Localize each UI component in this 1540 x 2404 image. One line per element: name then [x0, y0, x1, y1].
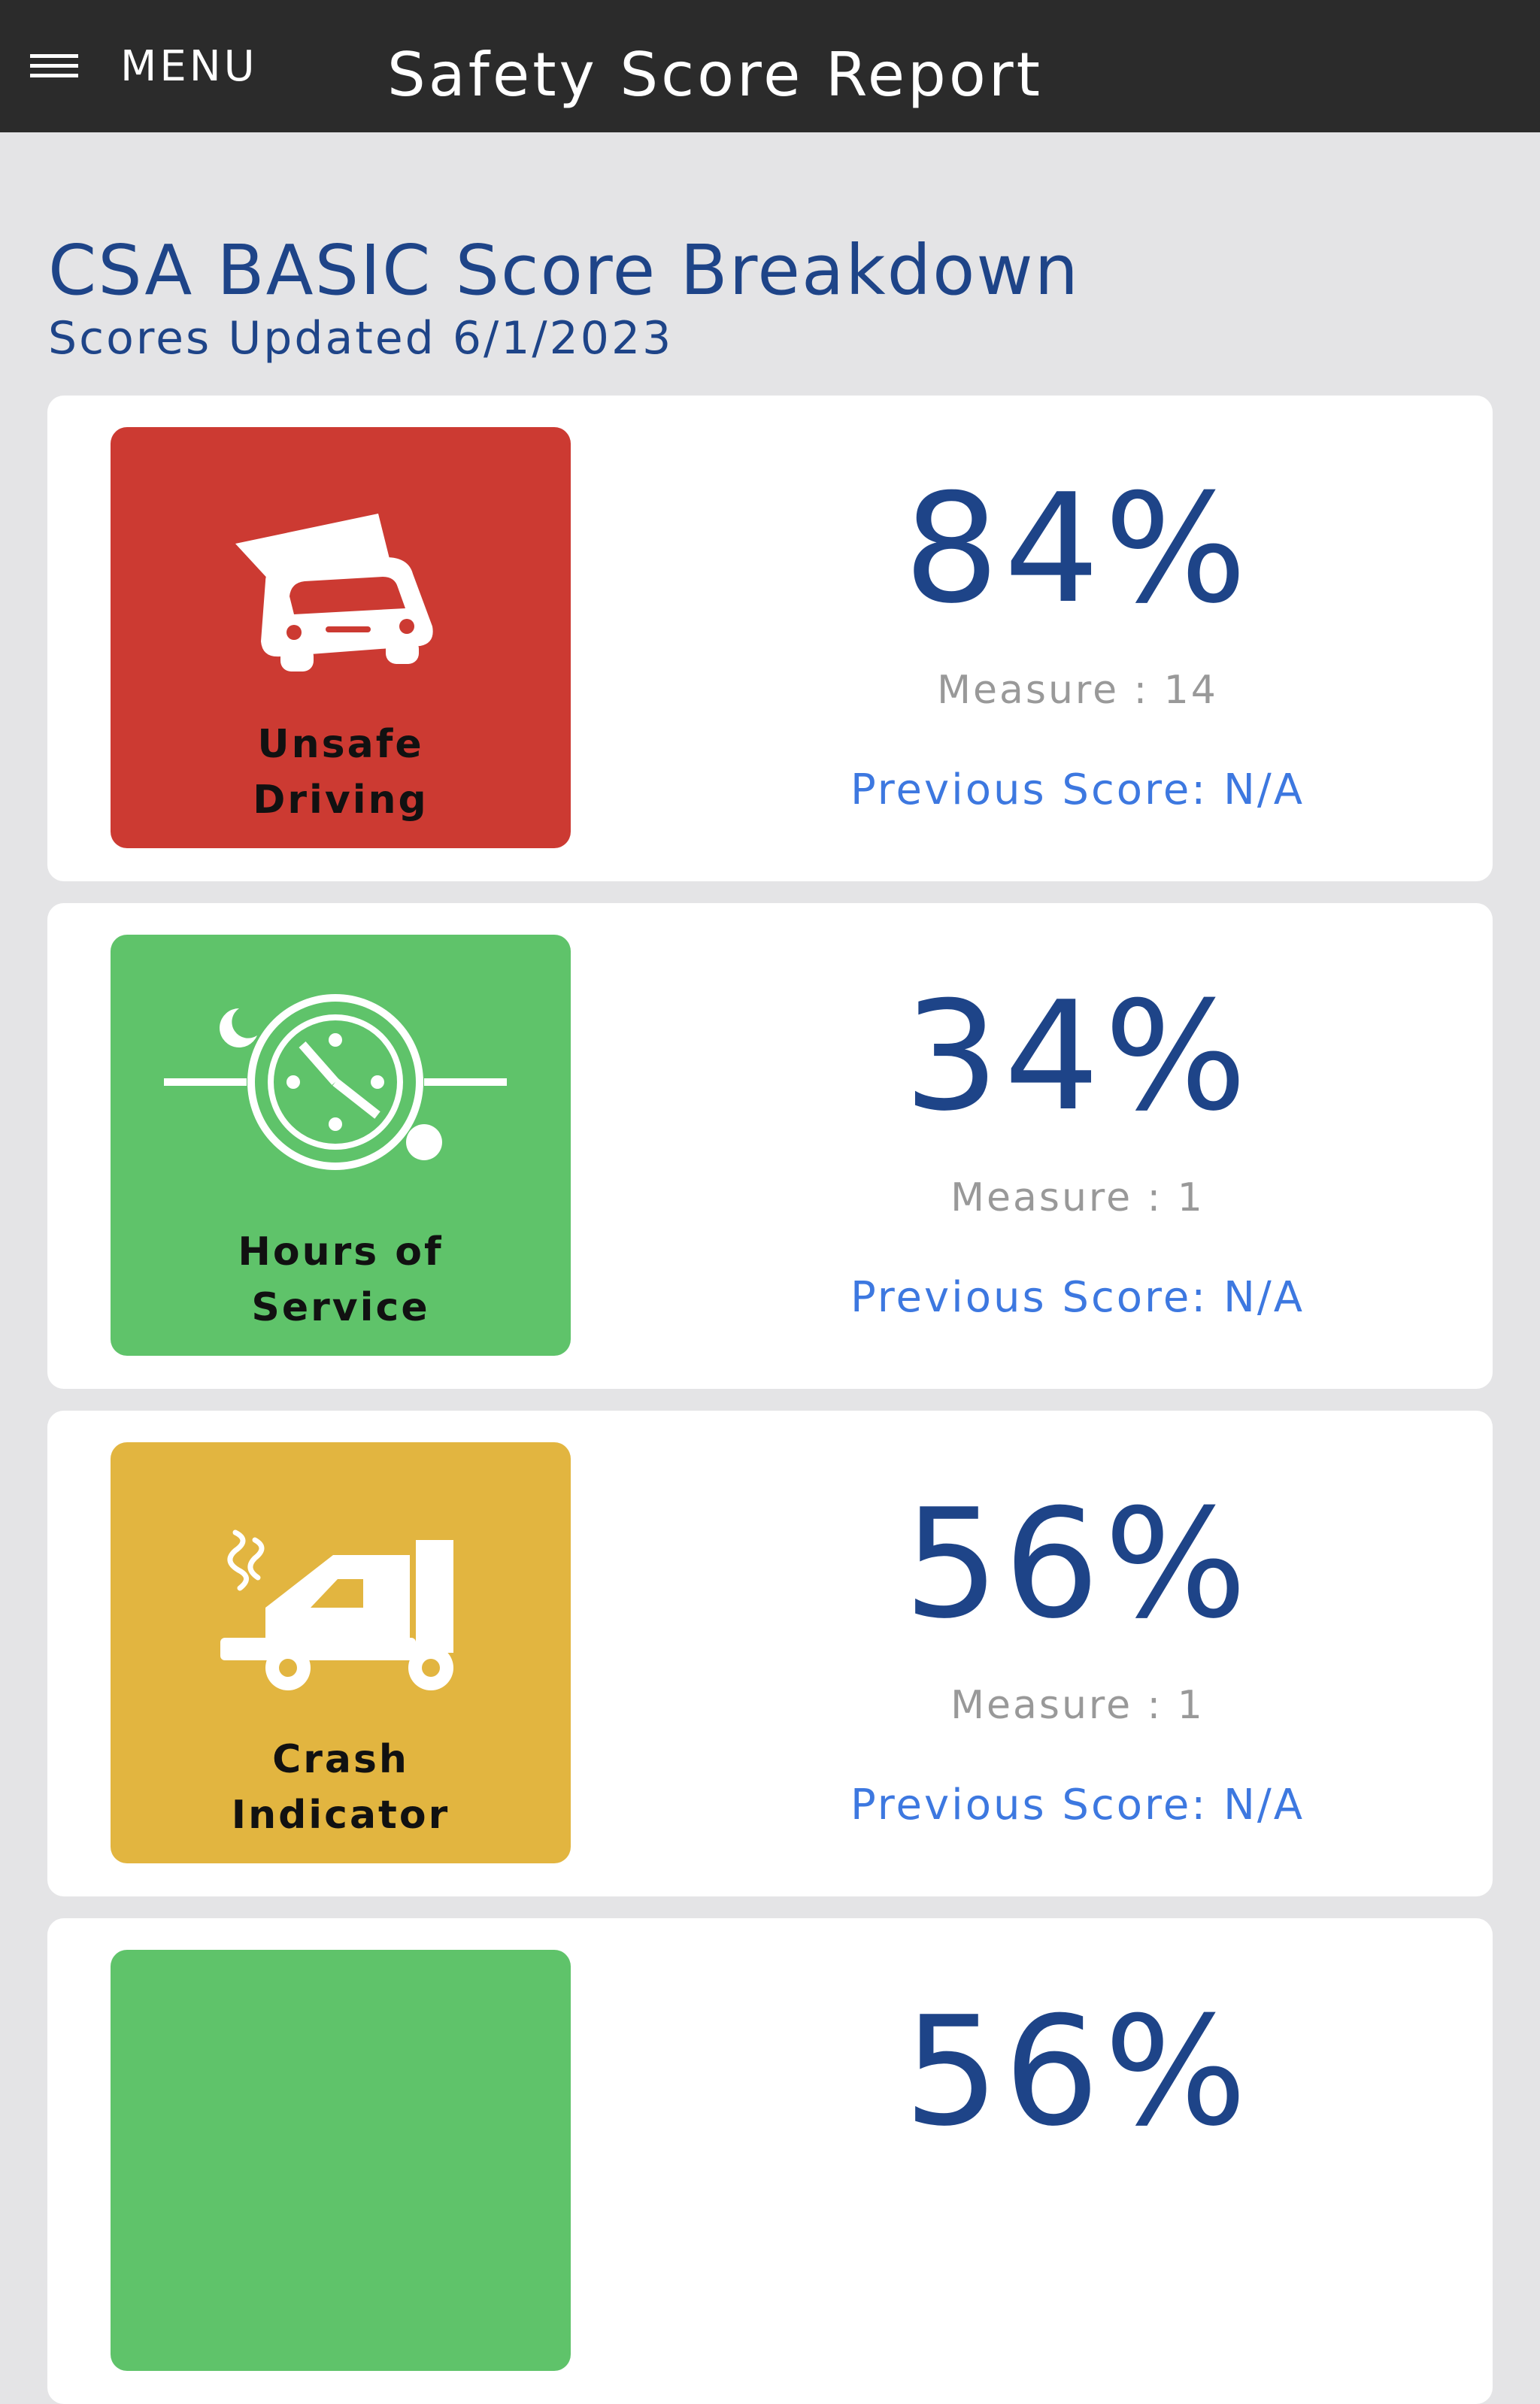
- menu-button[interactable]: [30, 39, 258, 93]
- score-percentage: 34%: [903, 969, 1252, 1144]
- score-card-unsafe-driving[interactable]: [47, 396, 1493, 881]
- app-title: Safety Score Report: [387, 40, 1044, 110]
- scroll-clip: [0, 1918, 1540, 2160]
- score-card-hours-of-service[interactable]: [47, 903, 1493, 1389]
- clock-night-icon: [111, 995, 571, 1205]
- measure-value: Measure : 1: [950, 1683, 1205, 1728]
- score-percentage: 56%: [903, 1477, 1252, 1652]
- category-label: Crash Indicator: [231, 1737, 450, 1838]
- hamburger-icon: [30, 39, 83, 93]
- previous-score: Previous Score: N/A: [850, 1781, 1305, 1830]
- score-card-partial[interactable]: [47, 1918, 1493, 2404]
- truck-icon: [111, 487, 571, 698]
- scores-updated-date: Scores Updated 6/1/2023: [48, 312, 674, 365]
- crashed-truck-icon: [111, 1502, 571, 1713]
- category-label: Hours of Service: [238, 1229, 444, 1330]
- category-tile: [111, 935, 571, 1356]
- page-title: CSA BASIC Score Breakdown: [48, 230, 1080, 311]
- measure-value: Measure : 14: [937, 668, 1218, 713]
- category-label: Unsafe Driving: [253, 722, 429, 823]
- score-percentage: 84%: [903, 462, 1252, 637]
- top-app-bar: [0, 0, 1540, 132]
- measure-value: Measure : 1: [950, 1175, 1205, 1220]
- category-tile: [111, 1950, 571, 2371]
- category-tile: [111, 427, 571, 848]
- previous-score: Previous Score: N/A: [850, 1273, 1305, 1322]
- menu-label: MENU: [120, 41, 258, 91]
- score-card-crash-indicator[interactable]: [47, 1411, 1493, 1896]
- category-tile: [111, 1442, 571, 1863]
- score-percentage: 56%: [903, 1984, 1252, 2160]
- previous-score: Previous Score: N/A: [850, 765, 1305, 814]
